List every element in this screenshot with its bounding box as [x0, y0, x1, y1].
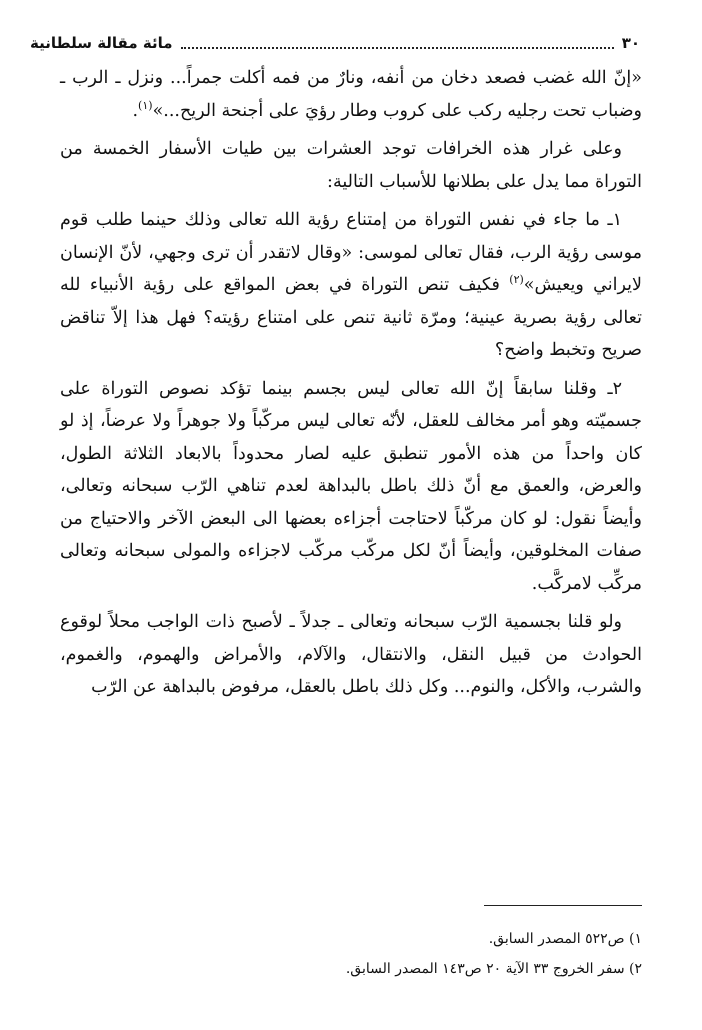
paragraph-text-continued: فكيف تنص التوراة في بعض المواقع على رؤية الأنبياء لله تعالى رؤية بصرية عينية؛ ومرّة ثانية تنص على امتناع رؤيته؟ فهل هذا إلاّ تناقض صريح وتخبط واضح؟ [60, 275, 642, 360]
paragraph-point-one [60, 204, 642, 367]
footnote-ref: (٢) [509, 273, 524, 287]
paragraph-quote: «إنّ الله غضب فصعد دخان من أنفه، ونارٌ من فمه أكلت جمراً... ونزل ـ الرب ـ وضباب تحت رجليه ركب على كروب وطار رؤيَ على أجنحة الريح...»$^{(١)}$. [60, 68, 642, 121]
footnotes [60, 924, 642, 984]
book-title: مائة مقالة سلطانية [30, 34, 173, 52]
running-header [30, 32, 640, 54]
footnote-ref: (١) [138, 98, 153, 112]
paragraph-text: ٢ـ وقلنا سابقاً إنّ الله تعالى ليس بجسم بينما تؤكد نصوص التوراة على جسميّته وهو أمر مخالف للعقل، لأنّه تعالى ليس مركّباً ولا جوهراً ولا عرضاً، إذ لو كان واحداً من هذه الأمور تنطبق عليه لصار محدوداً بالابعاد الثلاثة الطول، والعرض، والعمق مع أنّ ذلك باطل بالبداهة لعدم تناهي الرّب سبحانه وتعالى، وأيضاً نقول: لو كان مركّباً لاحتاجت أجزاءه بعضها الى البعض الآخر والاحتياج من صفات المخلوقين، وأيضاً أنّ لكل مركّب مركّب لاجزاءه والمولى سبحانه وتعالى مركِّب لامركَّب. [60, 378, 642, 594]
paragraph-text: «إنّ الله غضب فصعد دخان من أنفه، ونارٌ من فمه أكلت جمراً... ونزل ـ الرب ـ وضباب تحت رجليه ركب على كروب وطار رؤيَ على أجنحة الريح...» [60, 68, 642, 121]
footnote-item: ٢) سفر الخروج ٣٣ الآية ٢٠ ص١٤٣ المصدر السابق. [345, 961, 642, 977]
page-number: ٣٠ [621, 34, 640, 52]
paragraph-text: ١ـ ما جاء في نفس التوراة من إمتناع رؤية الله تعالى وذلك حينما طلب قوم موسى رؤية الرب، فقال تعالى لموسى: «وقال لاتقدر أن ترى وجهي، لأنّ الإنسان لايراني ويعيش» [60, 210, 643, 295]
footnote-divider [484, 905, 642, 906]
paragraph-point-two [60, 373, 642, 601]
footnote-item: ١) ص٥٢٢ المصدر السابق. [488, 931, 642, 947]
paragraph-text: ولو قلنا بجسمية الرّب سبحانه وتعالى ـ جدلاً ـ لأصبح ذات الواجب محلاً لوقوع الحوادث من قبيل النقل، والانتقال، والآلام، والأمراض والهموم، والغموم، والشرب، والأكل، والنوم... وكل ذلك باطل بالعقل، مرفوض بالبداهة عن الرّب [60, 612, 642, 697]
paragraph-intro [60, 133, 642, 198]
main-text [60, 62, 642, 710]
dotted-leader [181, 37, 614, 49]
paragraph-text: وعلى غرار هذه الخرافات توجد العشرات بين طيات الأسفار الخمسة من التوراة مما يدل على بطلانها للأسباب التالية: [60, 139, 642, 192]
paragraph-corporeality [60, 606, 642, 704]
